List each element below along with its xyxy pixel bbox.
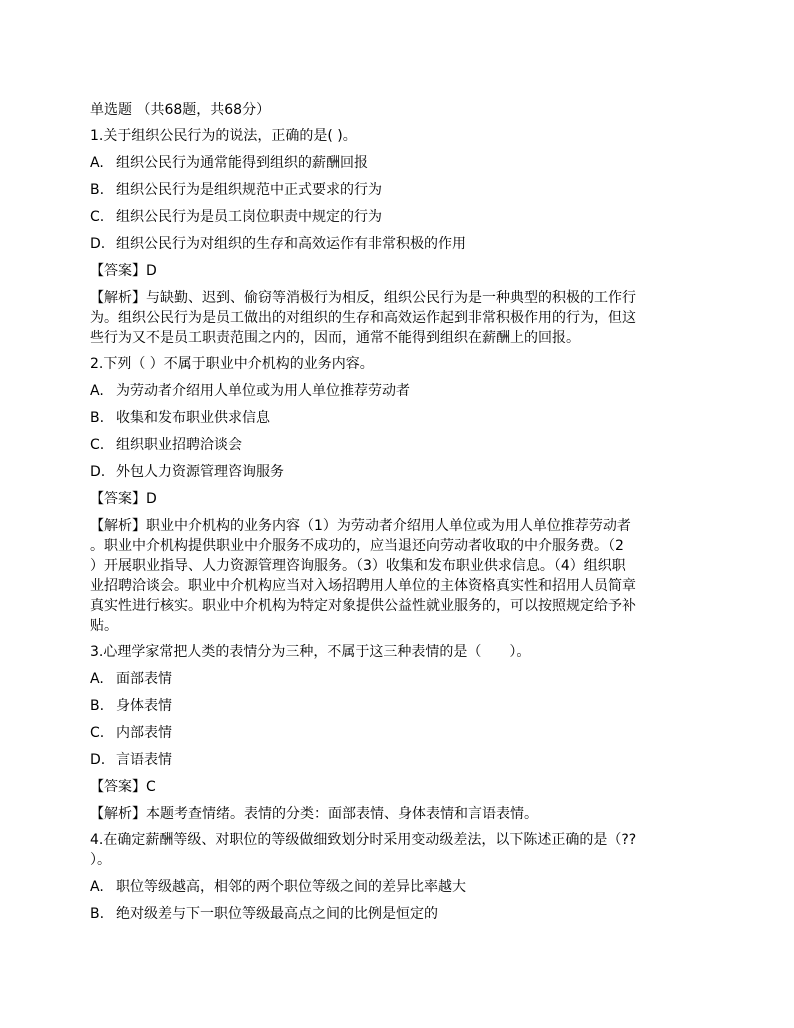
analysis-line: 【解析】职业中介机构的业务内容（1）为劳动者介绍用人单位或为用人单位推荐劳动者: [90, 518, 631, 534]
question-stem: 4.在确定薪酬等级、对职位的等级做细致划分时采用变动级差法，以下陈述正确的是（??: [90, 832, 637, 848]
option-letter: B.: [90, 182, 105, 198]
section-title: 单选题 （共68题，共68分）: [90, 102, 271, 118]
option-letter: C.: [90, 209, 105, 225]
answer-option: [90, 696, 710, 716]
answer-option: [90, 877, 710, 897]
answer-analysis: [90, 288, 710, 348]
answer-option: [90, 153, 710, 173]
option-text: 组织公民行为是员工岗位职责中规定的行为: [116, 209, 382, 225]
question-block: [90, 354, 710, 636]
answer-option: [90, 904, 710, 924]
option-letter: A.: [90, 383, 104, 399]
analysis-line: 为。组织公民行为是员工做出的对组织的生存和高效运作起到非常积极作用的行为，但这: [90, 310, 636, 326]
option-letter: B.: [90, 410, 105, 426]
option-text: 内部表情: [116, 725, 172, 741]
answer-option: [90, 408, 710, 428]
analysis-line: 业招聘洽谈会。职业中介机构应当对入场招聘用人单位的主体资格真实性和招用人员简章: [90, 578, 636, 594]
option-letter: A.: [90, 671, 104, 687]
option-text: 收集和发布职业供求信息: [116, 410, 270, 426]
answer-option: [90, 207, 710, 227]
option-text: 面部表情: [116, 671, 172, 687]
question-block: [90, 830, 710, 924]
answer-option: [90, 381, 710, 401]
option-letter: A.: [90, 155, 104, 171]
answer-option: [90, 462, 710, 482]
analysis-line: ）开展职业指导、人力资源管理咨询服务。（3）收集和发布职业供求信息。（4）组织职: [90, 558, 626, 574]
answer-analysis: [90, 804, 710, 824]
question-stem: 2.下列（ ）不属于职业中介机构的业务内容。: [90, 356, 374, 372]
option-letter: B.: [90, 906, 105, 922]
option-letter: A.: [90, 879, 104, 895]
exam-page: [90, 100, 710, 931]
question-stem: 1.关于组织公民行为的说法，正确的是( )。: [90, 128, 357, 144]
analysis-line: 贴。: [90, 618, 118, 634]
analysis-line: 些行为又不是员工职责范围之内的，因而，通常不能得到组织在薪酬上的回报。: [90, 330, 580, 346]
option-text: 组织公民行为通常能得到组织的薪酬回报: [116, 155, 368, 171]
option-text: 职位等级越高，相邻的两个职位等级之间的差异比率越大: [116, 879, 466, 895]
analysis-line: 。职业中介机构提供职业中介服务不成功的，应当退还向劳动者收取的中介服务费。（2: [90, 538, 624, 554]
analysis-line: 【解析】本题考查情绪。表情的分类：面部表情、身体表情和言语表情。: [90, 806, 538, 822]
answer-option: [90, 669, 710, 689]
option-text: 组织公民行为是组织规范中正式要求的行为: [116, 182, 382, 198]
option-letter: C.: [90, 725, 105, 741]
option-letter: D.: [90, 752, 106, 768]
answer-key: 【答案】D: [90, 263, 157, 279]
question-block: [90, 642, 710, 824]
option-text: 外包人力资源管理咨询服务: [116, 464, 284, 480]
analysis-line: 【解析】与缺勤、迟到、偷窃等消极行为相反，组织公民行为是一种典型的积极的工作行: [90, 290, 636, 306]
question-stem: ）。: [90, 852, 111, 868]
answer-key: 【答案】C: [90, 779, 156, 795]
answer-option: [90, 180, 710, 200]
answer-option: [90, 435, 710, 455]
question-list: [90, 126, 710, 924]
answer-option: [90, 234, 710, 254]
option-letter: D.: [90, 236, 106, 252]
option-text: 为劳动者介绍用人单位或为用人单位推荐劳动者: [116, 383, 410, 399]
answer-option: [90, 723, 710, 743]
answer-option: [90, 750, 710, 770]
option-letter: B.: [90, 698, 105, 714]
option-text: 绝对级差与下一职位等级最高点之间的比例是恒定的: [116, 906, 438, 922]
option-text: 组织职业招聘洽谈会: [116, 437, 242, 453]
answer-key: 【答案】D: [90, 491, 157, 507]
option-text: 身体表情: [116, 698, 172, 714]
option-letter: D.: [90, 464, 106, 480]
answer-analysis: [90, 516, 710, 636]
option-text: 组织公民行为对组织的生存和高效运作有非常积极的作用: [116, 236, 466, 252]
analysis-line: 真实性进行核实。职业中介机构为特定对象提供公益性就业服务的，可以按照规定给予补: [90, 598, 636, 614]
option-text: 言语表情: [116, 752, 172, 768]
question-block: [90, 126, 710, 348]
option-letter: C.: [90, 437, 105, 453]
question-stem: 3.心理学家常把人类的表情分为三种，不属于这三种表情的是（ ）。: [90, 644, 531, 660]
